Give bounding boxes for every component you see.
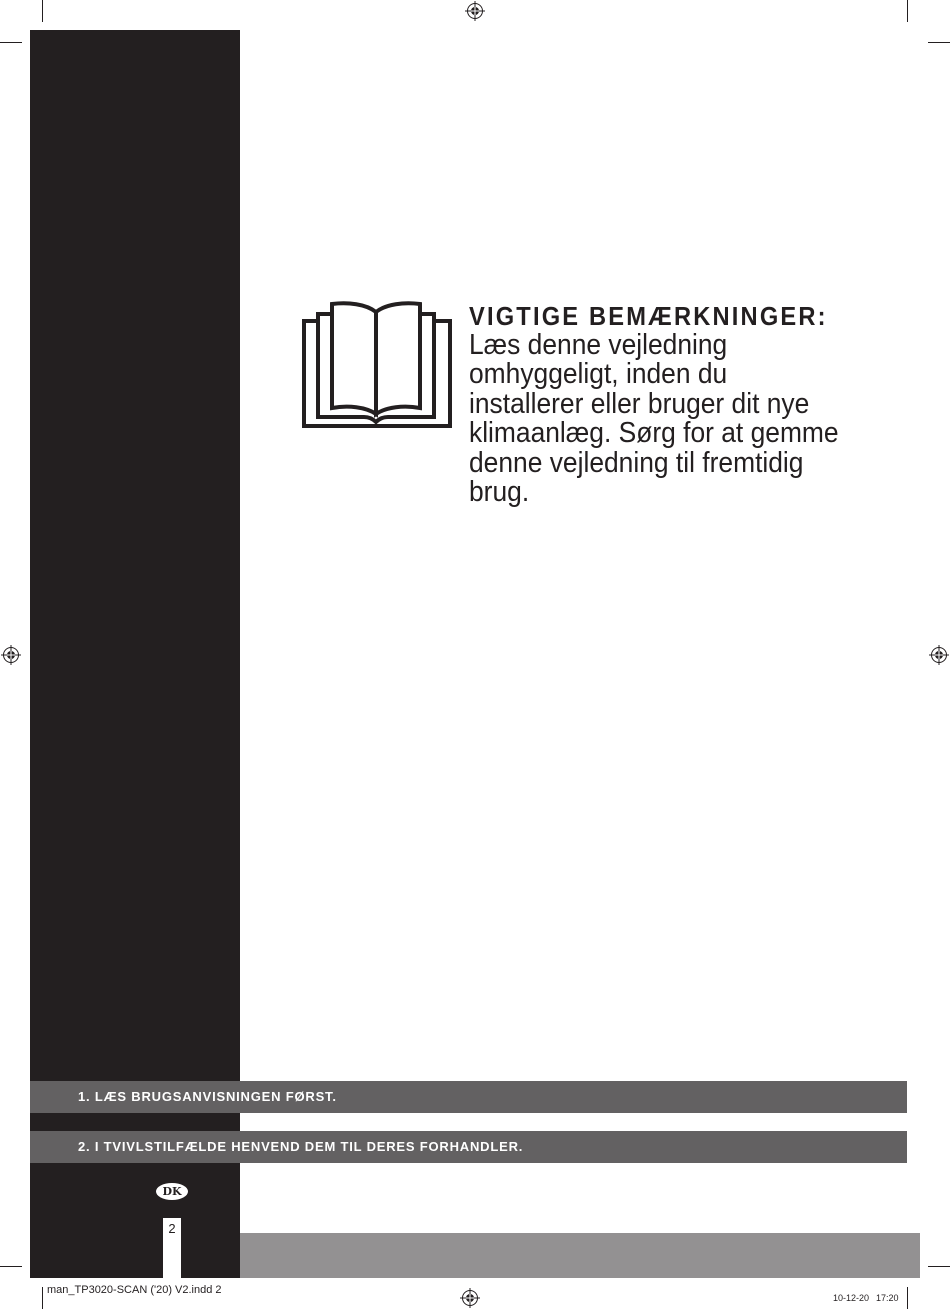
crop-mark-bottom-left-v: [42, 1287, 43, 1309]
registration-mark-icon: [929, 645, 949, 665]
registration-mark-icon: [465, 1, 485, 21]
notice-line: denne vejledning til fremtidig: [469, 446, 804, 479]
important-notice: [469, 303, 869, 507]
crop-mark-bottom-left-h: [0, 1266, 22, 1267]
crop-mark-top-right-v: [907, 0, 908, 22]
notice-line: omhyggeligt, inden du: [469, 358, 728, 391]
crop-mark-bottom-right-h: [928, 1266, 950, 1267]
footer-date: 10-12-20: [833, 1293, 870, 1303]
crop-mark-top-right-h: [928, 42, 950, 43]
note-bar-contact-dealer: 2. I TVIVLSTILFÆLDE HENVEND DEM TIL DERES FORHANDLER.: [30, 1131, 907, 1163]
bottom-grey-bar: [240, 1233, 920, 1278]
notice-heading: VIGTIGE BEMÆRKNINGER:: [469, 301, 828, 331]
note-bar-read-manual: 1. LÆS BRUGSANVISNINGEN FØRST.: [30, 1081, 907, 1113]
registration-mark-icon: [460, 1288, 480, 1308]
notice-line: klimaanlæg. Sørg for at gemme: [469, 417, 839, 450]
crop-mark-top-left-v: [42, 0, 43, 22]
page-number: 2: [168, 1221, 176, 1236]
crop-mark-bottom-right-v: [907, 1287, 908, 1309]
page-number-strip: [163, 1218, 181, 1278]
crop-mark-top-left-h: [0, 42, 22, 43]
notice-line: Læs denne vejledning: [469, 329, 728, 361]
footer-time: 17:20: [876, 1293, 899, 1303]
language-badge: DK: [156, 1183, 188, 1200]
footer-file-slug: man_TP3020-SCAN ('20) V2.indd 2: [47, 1284, 222, 1296]
notice-line: brug.: [469, 476, 530, 509]
notice-line: installerer eller bruger dit nye: [469, 387, 810, 420]
registration-mark-icon: [1, 645, 21, 665]
book-manual-icon: [300, 298, 452, 430]
